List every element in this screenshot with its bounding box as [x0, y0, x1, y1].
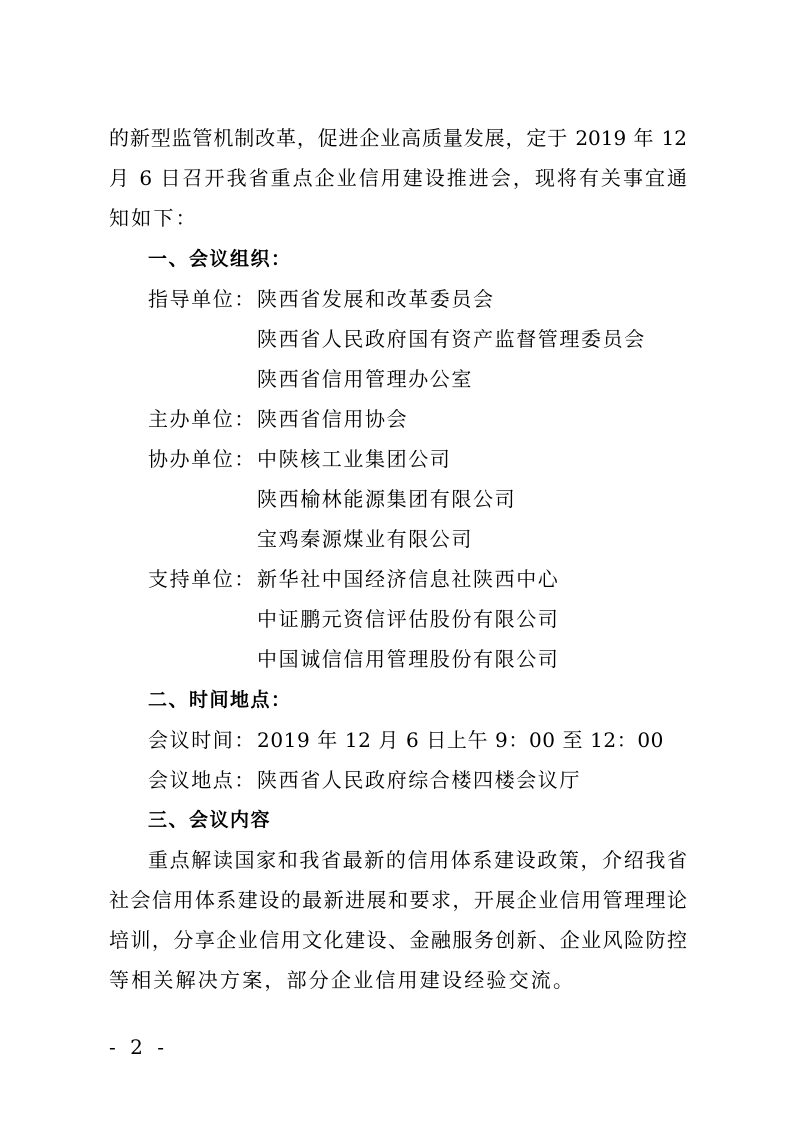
- co-units-label: 协办单位：: [148, 447, 256, 471]
- intro-line-3: 知如下：: [109, 206, 198, 230]
- meeting-place-label: 会议地点：: [148, 768, 256, 792]
- co-unit-1: 中陕核工业集团公司: [257, 447, 452, 471]
- host-units-label: 主办单位：: [148, 407, 256, 431]
- guide-units-label: 指导单位：: [148, 287, 256, 311]
- intro-line-2: 月 6 日召开我省重点企业信用建设推进会，现将有关事宜通: [109, 166, 687, 190]
- support-unit-1: 新华社中国经济信息社陕西中心: [257, 567, 560, 591]
- co-unit-3: 宝鸡秦源煤业有限公司: [257, 527, 473, 551]
- guide-unit-2: 陕西省人民政府国有资产监督管理委员会: [257, 327, 646, 351]
- page-number: - 2 -: [109, 1035, 168, 1059]
- intro-line-1: 的新型监管机制改革，促进企业高质量发展，定于 2019 年 12: [109, 126, 687, 150]
- guide-unit-1: 陕西省发展和改革委员会: [257, 287, 495, 311]
- support-units-label: 支持单位：: [148, 567, 256, 591]
- section-3-heading: 三、会议内容: [148, 809, 272, 831]
- meeting-place-value: 陕西省人民政府综合楼四楼会议厅: [257, 768, 581, 792]
- support-unit-2: 中证鹏元资信评估股份有限公司: [257, 607, 560, 631]
- content-line-1: 重点解读国家和我省最新的信用体系建设政策，介绍我省: [148, 848, 687, 872]
- co-unit-2: 陕西榆林能源集团有限公司: [257, 487, 517, 511]
- content-line-2: 社会信用体系建设的最新进展和要求，开展企业信用管理理论: [109, 888, 687, 912]
- support-unit-3: 中国诚信信用管理股份有限公司: [257, 647, 560, 671]
- meeting-time-value: 2019 年 12 月 6 日上午 9：00 至 12：00: [257, 728, 665, 752]
- host-unit-1: 陕西省信用协会: [257, 407, 409, 431]
- meeting-time-label: 会议时间：: [148, 728, 256, 752]
- content-line-4: 等相关解决方案，部分企业信用建设经验交流。: [109, 968, 576, 992]
- guide-unit-3: 陕西省信用管理办公室: [257, 367, 473, 391]
- section-2-heading: 二、时间地点：: [148, 689, 292, 711]
- section-1-heading: 一、会议组织：: [148, 248, 292, 270]
- content-line-3: 培训，分享企业信用文化建设、金融服务创新、企业风险防控: [109, 928, 687, 952]
